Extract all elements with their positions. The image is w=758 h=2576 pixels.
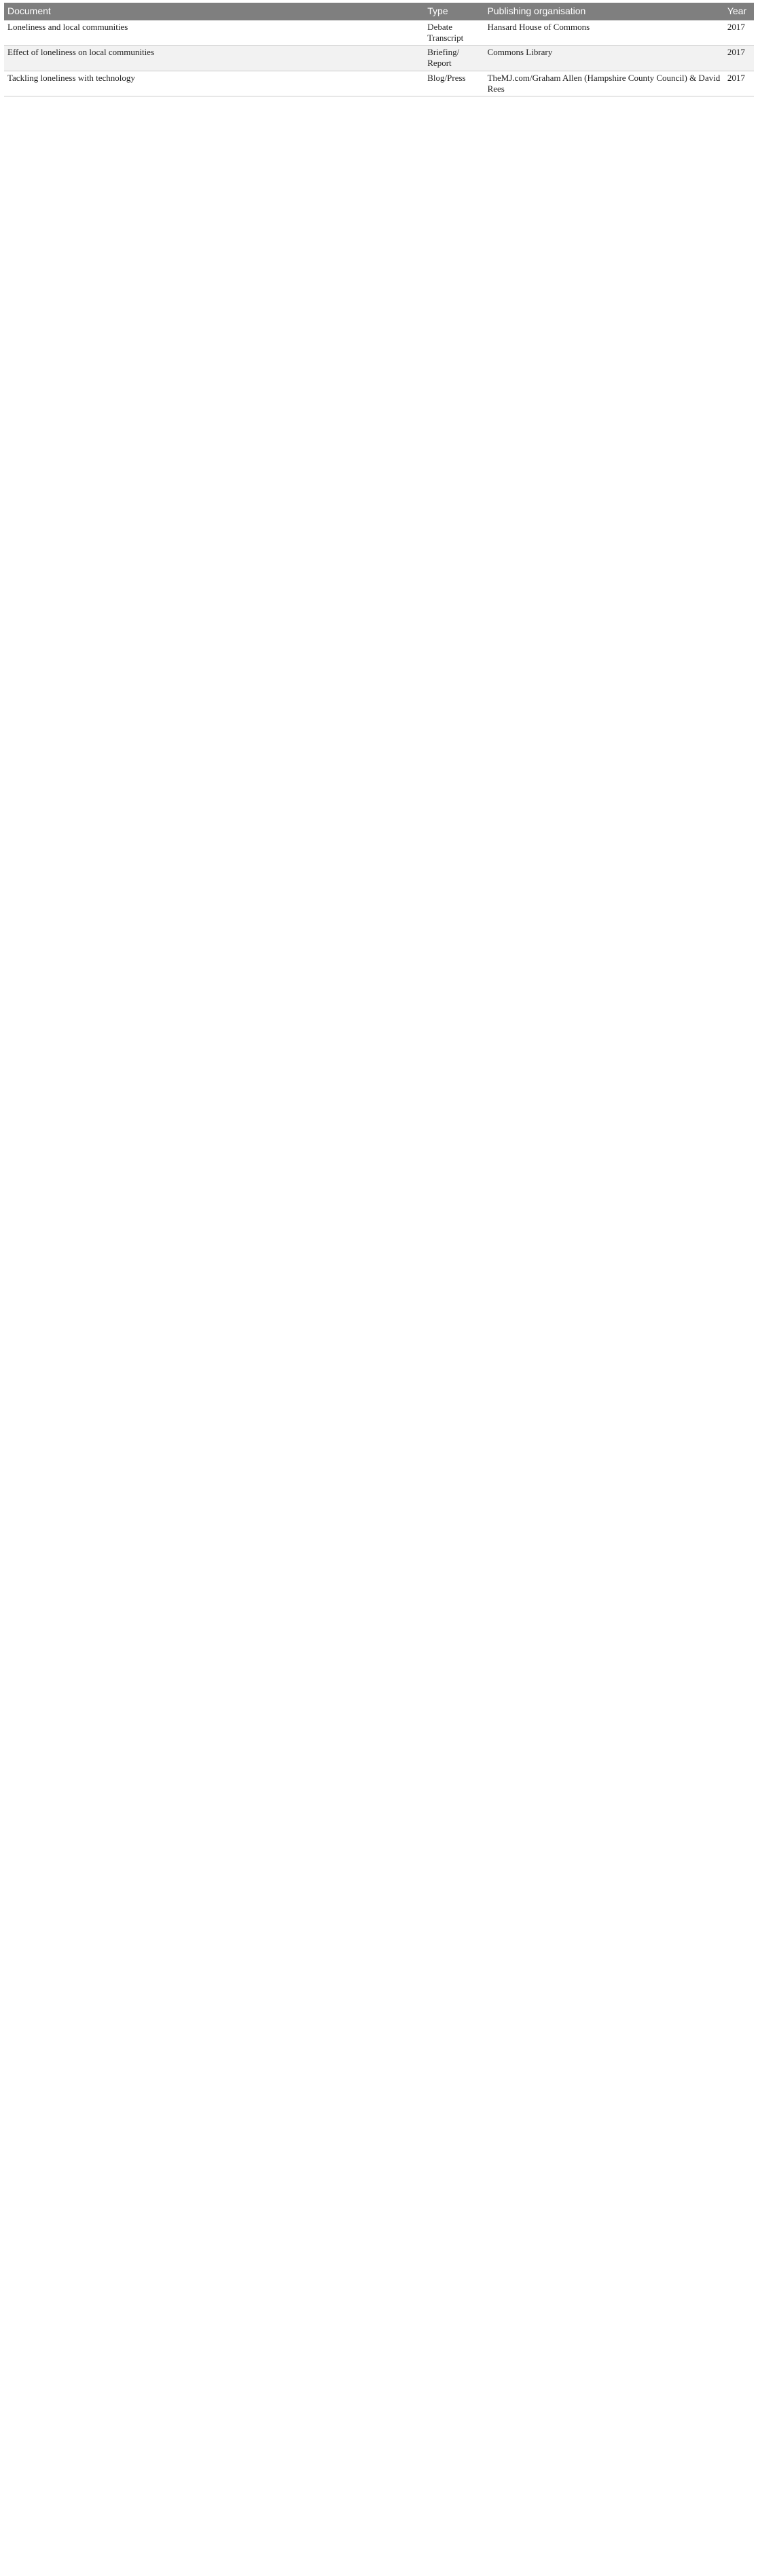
cell-type: Blog/Press: [424, 71, 484, 96]
cell-type: Briefing/ Report: [424, 46, 484, 71]
cell-year: 2017: [724, 71, 754, 96]
table-header-row: [4, 3, 754, 20]
table-row: [4, 20, 754, 46]
cell-year: 2017: [724, 20, 754, 46]
table-row: [4, 71, 754, 96]
header-year: Year: [724, 3, 754, 20]
cell-doc: Tackling loneliness with technology: [4, 71, 424, 96]
cell-type: Debate Transcript: [424, 20, 484, 46]
header-document: Document: [4, 3, 424, 20]
cell-org: TheMJ.com/Graham Allen (Hampshire County Council) & David Rees: [484, 71, 724, 96]
cell-org: Commons Library: [484, 46, 724, 71]
cell-year: 2017: [724, 46, 754, 71]
header-organisation: Publishing organisation: [484, 3, 724, 20]
table-row: [4, 46, 754, 71]
cell-doc: Loneliness and local communities: [4, 20, 424, 46]
header-type: Type: [424, 3, 484, 20]
page: [0, 0, 758, 99]
cell-doc: Effect of loneliness on local communities: [4, 46, 424, 71]
table-body: [4, 20, 754, 96]
documents-table: [4, 3, 754, 96]
cell-org: Hansard House of Commons: [484, 20, 724, 46]
